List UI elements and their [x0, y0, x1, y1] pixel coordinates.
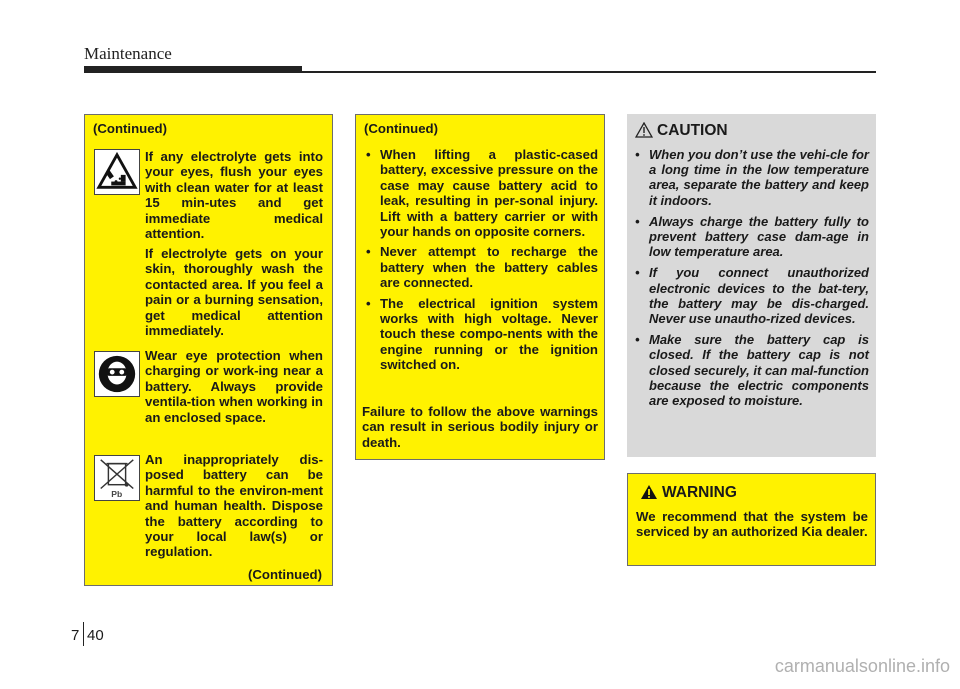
header-rule-thin: [302, 71, 876, 73]
list-item: • Never attempt to recharge the battery when the battery cables are connected.: [362, 244, 598, 290]
warning-title: WARNING: [662, 484, 737, 501]
pb-label: Pb: [111, 489, 123, 500]
handling-list: [362, 147, 598, 378]
eye-protection-paragraph: Wear eye protection when charging or work-ing near a battery. Always provide ventila-tion when working in an enclosed space.: [145, 348, 323, 425]
caution-title: CAUTION: [657, 122, 728, 139]
caution-triangle-icon: [635, 122, 653, 138]
battery-disposal-icon: [94, 455, 140, 501]
page-number-divider: [83, 622, 84, 646]
battery-handling-box: [355, 114, 605, 460]
caution-list: [631, 147, 869, 414]
acid-hazard-icon: [94, 149, 140, 195]
page-number: 40: [87, 627, 104, 644]
caution-heading: [635, 122, 728, 138]
warning-heading: [640, 484, 737, 500]
list-item: • Always charge the battery fully to prevent battery case dam-age in low temperature area.: [631, 214, 869, 260]
list-item: • If you connect unauthorized electronic devices to the bat-tery, the battery may be dis-charged. Never use unautho-rized devices.: [631, 265, 869, 326]
header-rule-thick: [84, 66, 302, 73]
list-item: • When lifting a plastic-cased battery, excessive pressure on the case may cause battery acid to leak, resulting in per-sonal injury. Lift with a battery carrier or with your hands on opposite corners.: [362, 147, 598, 239]
continued-top-label: (Continued): [364, 121, 438, 136]
eye-protection-icon: [94, 351, 140, 397]
warning-box: [627, 473, 876, 566]
watermark: carmanualsonline.info: [774, 656, 950, 676]
skin-contact-paragraph: If electrolyte gets on your skin, thoroughly wash the contacted area. If you feel a pain or a burning sensation, get medical attention immediately.: [145, 246, 323, 339]
list-item: • When you don’t use the vehi-cle for a long time in the low temperature area, separate the battery and keep it indoors.: [631, 147, 869, 208]
eye-flush-paragraph: If any electrolyte gets into your eyes, flush your eyes with clean water for at least 15 min-utes and get immediate medical attention.: [145, 149, 323, 242]
disposal-paragraph: An inappropriately dis-posed battery can be harmful to the environ-ment and human health. Dispose the battery according to your local law(s) or regulation.: [145, 452, 323, 560]
warning-text: We recommend that the system be serviced by an authorized Kia dealer.: [636, 509, 868, 540]
continued-bottom-label: (Continued): [248, 567, 322, 582]
warning-triangle-icon: [640, 484, 658, 500]
page-header-title: Maintenance: [84, 44, 172, 63]
battery-warnings-box: [84, 114, 333, 586]
continued-top-label: (Continued): [93, 121, 167, 136]
chapter-number: 7: [71, 627, 80, 644]
caution-box: [627, 114, 876, 457]
list-item: • The electrical ignition system works with high voltage. Never touch these compo-nents with the engine running or the ignition switched on.: [362, 296, 598, 373]
list-item: • Make sure the battery cap is closed. If the battery cap is not closed securely, it can mal-function because the electric components are exposed to moisture.: [631, 332, 869, 408]
failure-warning-text: Failure to follow the above warnings can result in serious bodily injury or death.: [362, 404, 598, 450]
